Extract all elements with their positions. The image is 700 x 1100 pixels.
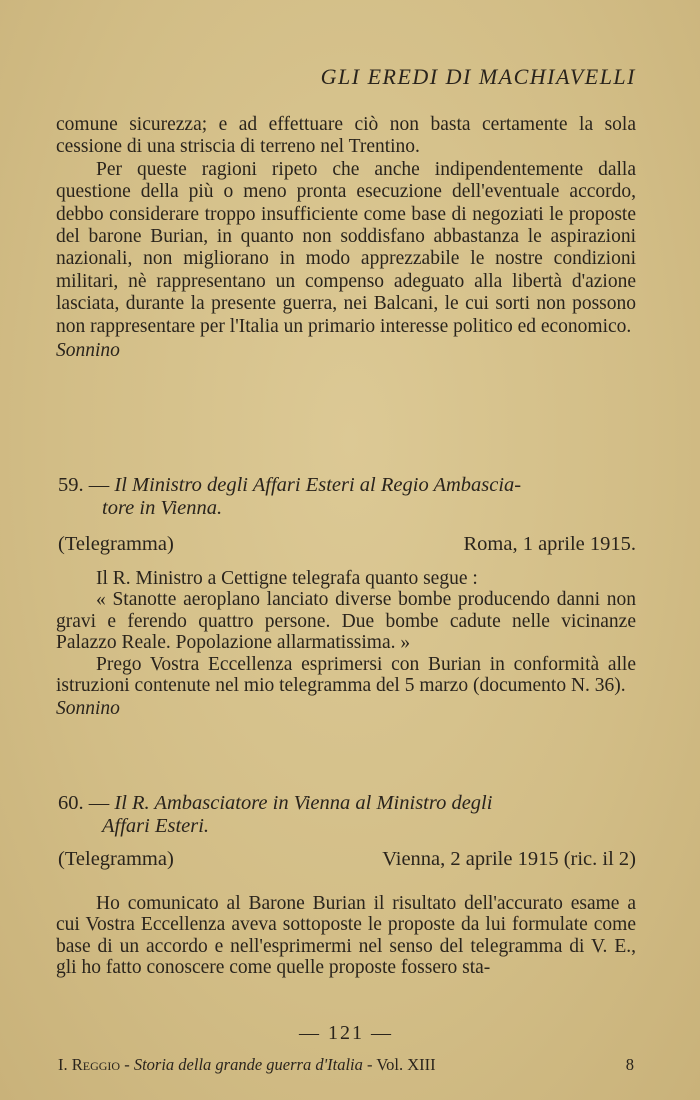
signature-mark: 8: [625, 1055, 634, 1074]
continuation-text: [56, 114, 636, 362]
doc-title-continued: Affari Esteri.: [102, 815, 210, 837]
doc-title-continued: tore in Vienna.: [102, 497, 223, 519]
doc-60-body: [56, 893, 636, 979]
signature: Sonnino: [56, 698, 120, 720]
doc-59-heading: [58, 474, 638, 520]
footer-citation: [58, 1055, 436, 1075]
doc-type: (Telegramma): [58, 533, 174, 555]
paragraph: Il R. Ministro a Cettigne telegrafa quanto segue :: [96, 568, 478, 589]
doc-60-heading: [58, 792, 638, 838]
separator: -: [124, 1055, 130, 1074]
doc-number: 60. —: [58, 792, 110, 814]
place-date: Vienna, 2 aprile 1915 (ric. il 2): [382, 848, 636, 870]
paragraph: Per queste ragioni ripeto che anche indipendentemente dalla questione della più o meno pronta esecuzione dell'eventuale accordo, debbo considerare troppo insufficiente come base di negoziati le proposte del barone Burian, in quanto non soddisfano abbastanza le aspirazioni nazionali, non migliorano in modo apprezzabile le nostre condizioni militari, nè rappresentano un compenso adeguato alla libertà d'azione lasciata, durante la presente guerra, nei Balcani, le cui sorti non possono non rappresentare per l'Italia un primario interesse politico ed economico.: [56, 158, 636, 337]
doc-60-dateline: [58, 848, 636, 871]
doc-59-dateline: [58, 533, 636, 556]
paragraph: comune sicurezza; e ad effettuare ciò non basta certamente la sola cessione di una striscia di terreno nel Trentino.: [56, 114, 636, 158]
place-date: Roma, 1 aprile 1915.: [463, 533, 636, 555]
author-name: Reggio: [71, 1055, 121, 1074]
paragraph: Prego Vostra Eccellenza esprimersi con Burian in conformità alle istruzioni contenute nel mio telegramma del 5 marzo (documento N. 36).: [56, 653, 636, 697]
doc-title: Il R. Ambasciatore in Vienna al Ministro degli: [114, 792, 493, 814]
quoted-telegram: « Stanotte aeroplano lanciato diverse bombe producendo danni non gravi e ferendo quattro persone. Due bombe cadute nelle vicinanze Palazzo Reale. Popolazione allarmatissima. »: [56, 589, 636, 654]
volume: - Vol. XIII: [367, 1055, 436, 1074]
page-number: — 121 —: [299, 1022, 393, 1044]
running-head: GLI EREDI DI MACHIAVELLI: [320, 64, 636, 89]
doc-59-body: [56, 568, 636, 720]
book-title: Storia della grande guerra d'Italia: [133, 1055, 363, 1074]
author-initial: I.: [58, 1055, 68, 1074]
signature: Sonnino: [56, 340, 120, 362]
doc-type: (Telegramma): [58, 848, 174, 870]
doc-title: Il Ministro degli Affari Esteri al Regio Ambascia-: [114, 474, 522, 496]
doc-number: 59. —: [58, 474, 110, 496]
footer: [58, 1055, 634, 1075]
paragraph: Ho comunicato al Barone Burian il risultato dell'accurato esame a cui Vostra Eccellenza aveva sottoposte le proposte da lui formulate come base di un accordo e nell'esprimermi nel senso del telegramma di V. E., gli ho fatto conoscere come quelle proposte fossero sta-: [56, 893, 636, 979]
